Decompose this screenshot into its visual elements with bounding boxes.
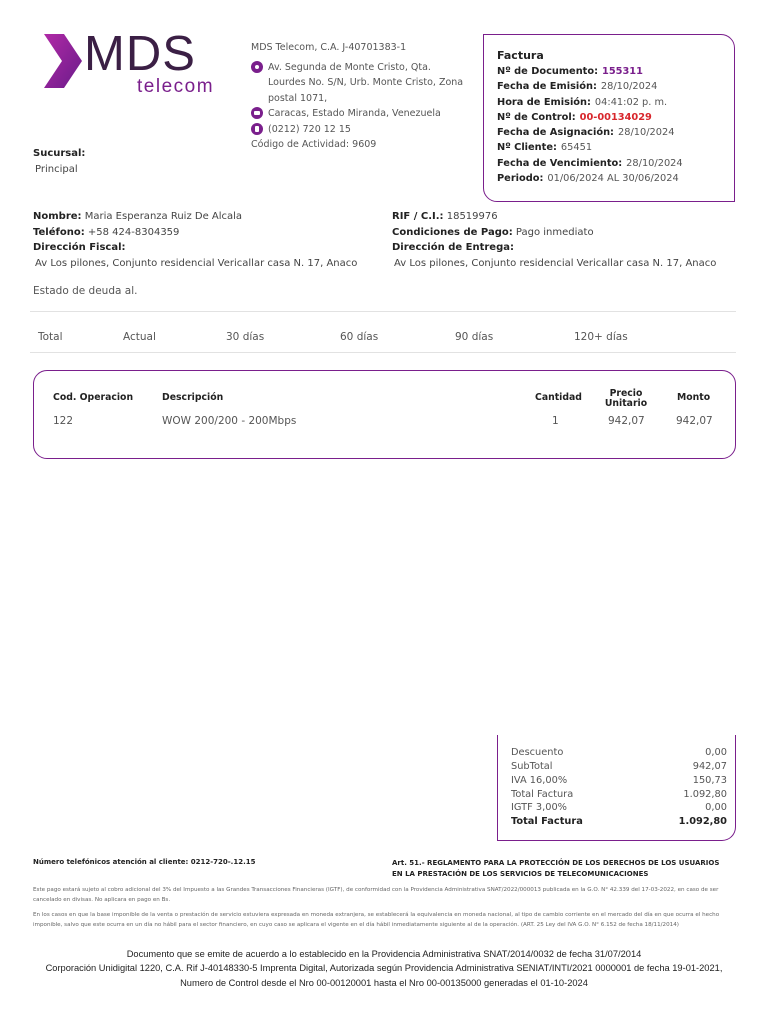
- company-name: MDS Telecom, C.A. J-40701383-1: [251, 42, 407, 53]
- branch-section: [33, 148, 85, 175]
- company-info: [251, 40, 471, 153]
- branch-value: Principal: [35, 164, 78, 175]
- issue-date-label: Fecha de Emisión:: [497, 81, 597, 93]
- customer-right: [392, 209, 742, 271]
- discount-label: Descuento: [511, 747, 564, 758]
- logo-chevron-icon: [42, 32, 84, 90]
- item-amount: 942,07: [676, 415, 713, 427]
- company-activity: Código de Actividad: 9609: [251, 139, 377, 150]
- iva-value: 150,73: [692, 775, 727, 786]
- divider: [30, 311, 736, 312]
- aging-60: 60 días: [340, 331, 379, 343]
- company-phone: (0212) 720 12 15: [268, 123, 351, 135]
- customer-left: [33, 209, 383, 271]
- grand-total-label: Total Factura: [511, 816, 583, 827]
- col-header-unit-price-line1: Precio: [609, 388, 643, 399]
- phone-value: +58 424-8304359: [87, 226, 180, 238]
- legal-line-2: Corporación Unidigital 1220, C.A. Rif J-40148330-5 Imprenta Digital, Autorizada según Providencia Administrativa SENIAT/INTI/2021 0000001 de fecha 19-01-2021,: [45, 963, 723, 974]
- aging-30: 30 días: [226, 331, 265, 343]
- legal-footer: [0, 947, 768, 990]
- debt-status-label: Estado de deuda al.: [33, 285, 138, 297]
- igtf-note: Este pago estará sujeto al cobro adicional del 3% del Impuesto a las Grandes Transacciones Financieras (IGTF), de conformidad con la Providencia Administrativa SNAT/2022/000013 publicada en la G.O. N° 42.339 del 17-03-2022, en caso de ser cancelado en divisas. No aplicara en pago en Bs.: [33, 887, 719, 903]
- assignment-date-value: 28/10/2024: [617, 127, 675, 139]
- client-number-value: 65451: [560, 142, 593, 154]
- rif-label: RIF / C.I.:: [392, 211, 444, 222]
- due-date-label: Fecha de Vencimiento:: [497, 157, 623, 169]
- company-logo: [40, 27, 240, 100]
- divider: [30, 352, 736, 353]
- legal-line-3: Numero de Control desde el Nro 00-00120001 hasta el Nro 00-00135000 generadas el 01-10-2024: [180, 977, 588, 988]
- fiscal-address-value: Av Los pilones, Conjunto residencial Vericallar casa N. 17, Anaco: [35, 257, 358, 269]
- invoice-title: Factura: [497, 49, 544, 62]
- company-address: Av. Segunda de Monte Cristo, Qta. Lourdes No. S/N, Urb. Monte Cristo, Zona postal 1071,: [268, 61, 464, 104]
- grand-total-value: 1.092,80: [678, 816, 727, 827]
- currency-note: En los casos en que la base imponible de la venta o prestación de servicio estuviera expresada en moneda extranjera, se establecerá la equivalencia en moneda nacional, al tipo de cambio corriente en el mercado del día en que ocurra el hecho imponible, salvo que este ocurra en un día no hábil para el sector financiero, en cuyo caso se aplicara el vigente en el día hábil inmediatamente siguiente al de la operación. (ART. 25 Ley del IVA G.O. N° 6.152 de fecha 18/11/2014): [33, 912, 720, 928]
- col-header-code: Cod. Operacion: [53, 392, 134, 403]
- items-table: [33, 370, 736, 459]
- issue-time-label: Hora de Emisión:: [497, 96, 591, 108]
- item-quantity: 1: [552, 415, 559, 427]
- item-unit-price: 942,07: [608, 415, 645, 427]
- customer-service-phones: Número telefónicos atención al cliente: 0212-720-.12.15: [33, 858, 256, 866]
- col-header-unit-price-line2: Unitario: [604, 398, 648, 409]
- payment-terms-label: Condiciones de Pago:: [392, 226, 513, 238]
- period-label: Periodo:: [497, 173, 544, 185]
- article-51-heading: Art. 51.- REGLAMENTO PARA LA PROTECCIÓN DE LOS DERECHOS DE LOS USUARIOS EN LA PRESTACIÓN DE LOS SERVICIOS DE TELECOMUNICACIONES: [392, 859, 720, 878]
- col-header-unit-price: [604, 389, 648, 409]
- invoice-total-label: Total Factura: [511, 789, 574, 800]
- location-pin-icon: [251, 61, 263, 73]
- rif-value: 18519976: [446, 211, 498, 222]
- aging-90: 90 días: [455, 331, 494, 343]
- igtf-value: 0,00: [705, 802, 727, 813]
- logo-brand-text: MDS: [84, 27, 196, 81]
- doc-number-label: Nº de Documento:: [497, 66, 599, 77]
- subtotal-value: 942,07: [692, 761, 727, 772]
- issue-time-value: 04:41:02 p. m.: [594, 96, 668, 108]
- discount-value: 0,00: [705, 747, 727, 758]
- aging-120: 120+ días: [574, 331, 628, 343]
- item-code: 122: [53, 415, 74, 427]
- logo-sub-text: telecom: [137, 76, 215, 97]
- phone-icon: [251, 123, 263, 135]
- issue-date-value: 28/10/2024: [600, 81, 658, 93]
- item-description: WOW 200/200 - 200Mbps: [162, 415, 297, 427]
- aging-current: Actual: [123, 331, 156, 343]
- invoice-total-value: 1.092,80: [683, 789, 727, 800]
- period-value: 01/06/2024 AL 30/06/2024: [547, 173, 679, 185]
- client-number-label: Nº Cliente:: [497, 142, 557, 154]
- mail-icon: [251, 107, 263, 119]
- delivery-address-label: Dirección de Entrega:: [392, 242, 514, 253]
- control-number-label: Nº de Control:: [497, 111, 576, 123]
- col-header-description: Descripción: [162, 392, 224, 403]
- delivery-address-value: Av Los pilones, Conjunto residencial Vericallar casa N. 17, Anaco: [394, 257, 717, 269]
- assignment-date-label: Fecha de Asignación:: [497, 127, 614, 139]
- aging-total: Total: [38, 331, 63, 343]
- payment-terms-value: Pago inmediato: [515, 226, 594, 238]
- due-date-value: 28/10/2024: [626, 157, 683, 169]
- col-header-amount: Monto: [677, 392, 711, 403]
- control-number-value: 00-00134029: [579, 111, 652, 123]
- phone-label: Teléfono:: [33, 226, 85, 238]
- col-header-quantity: Cantidad: [535, 392, 582, 403]
- company-city: Caracas, Estado Miranda, Venezuela: [268, 108, 441, 119]
- igtf-label: IGTF 3,00%: [511, 802, 567, 813]
- subtotal-label: SubTotal: [511, 761, 553, 772]
- doc-number-value: 155311: [602, 66, 643, 77]
- iva-label: IVA 16,00%: [511, 775, 568, 786]
- legal-line-1: Documento que se emite de acuerdo a lo establecido en la Providencia Administrativa SNAT/2014/0032 de fecha 31/07/2014: [126, 949, 642, 959]
- totals-box: [498, 735, 736, 841]
- name-label: Nombre:: [33, 211, 82, 222]
- fiscal-address-label: Dirección Fiscal:: [33, 242, 126, 253]
- invoice-header-box: [483, 34, 735, 202]
- name-value: Maria Esperanza Ruiz De Alcala: [84, 211, 243, 222]
- branch-label: Sucursal:: [33, 148, 86, 159]
